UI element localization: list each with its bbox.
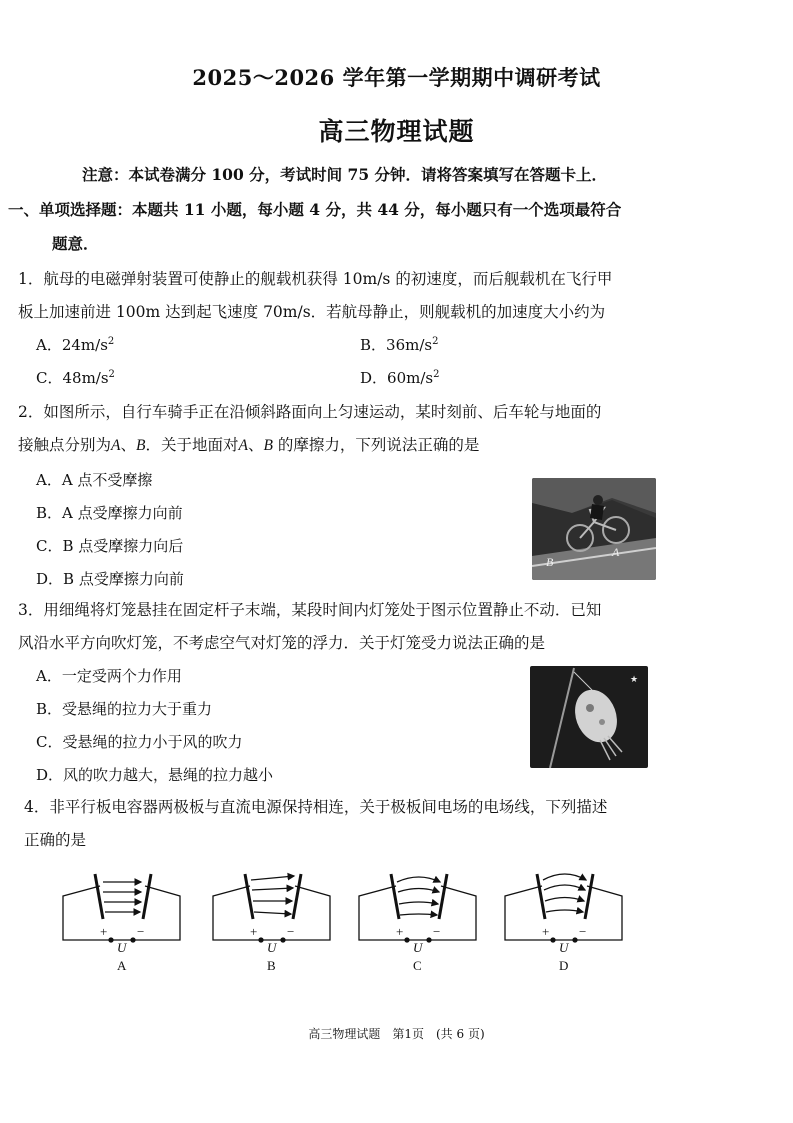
q3-option-c: C．受悬绳的拉力小于风的吹力: [36, 733, 243, 751]
q1-option-c-exp: 2: [108, 369, 115, 380]
q2-option-d: D．B 点受摩擦力向前: [36, 570, 184, 588]
q1-option-a: A．$24m/s^2$: [36, 336, 115, 354]
q3-option-a: A．一定受两个力作用: [36, 667, 182, 685]
q3-option-d: D．风的吹力越大，悬绳的拉力越小: [36, 766, 274, 784]
plus-sign-c: +: [396, 924, 404, 939]
capacitor-figure-a: [63, 874, 180, 942]
minus-sign-a: −: [137, 924, 145, 939]
q1-option-d-exp: 2: [433, 369, 440, 380]
section-heading: 一、单项选择题：本题共 11 小题，每小题 4 分，共 44 分，每小题只有一个选项最符合: [8, 200, 622, 219]
option-label-c: C: [413, 958, 422, 973]
section-heading-cont: 题意．: [52, 234, 99, 253]
option-label-b: B: [267, 958, 276, 973]
q4-stem-line1: 4．非平行板电容器两极板与直流电源保持相连，关于极板间电场的电场线，下列描述: [24, 798, 608, 816]
plus-sign-a: +: [100, 924, 108, 939]
capacitor-figures: [55, 864, 655, 976]
q4-stem-line2: 正确的是: [24, 831, 87, 849]
plus-sign-b: +: [250, 924, 258, 939]
plus-sign-d: +: [542, 924, 550, 939]
photo-label-a: A: [612, 545, 620, 559]
subject-title: 高三物理试题: [318, 117, 475, 146]
minus-sign-d: −: [579, 924, 587, 939]
exam-notice: 注意：本试卷满分 100 分，考试时间 75 分钟．请将答案填写在答题卡上．: [82, 165, 608, 184]
star-icon: ★: [630, 674, 639, 684]
capacitor-figure-b: [213, 874, 330, 942]
q2-stem-line1: 2．如图所示，自行车骑手正在沿倾斜路面向上匀速运动，某时刻前、后车轮与地面的: [18, 403, 602, 421]
voltage-label-c: U: [413, 940, 423, 955]
q2-option-b: B．A 点受摩擦力向前: [36, 504, 183, 522]
voltage-label-b: U: [267, 940, 277, 955]
q1-option-a-exp: 2: [107, 336, 115, 347]
capacitor-figure-c: [359, 874, 476, 942]
q1-option-b: B．$36m/s^2$: [360, 336, 439, 354]
voltage-label-a: U: [117, 940, 127, 955]
option-label-a: A: [117, 958, 127, 973]
q2-stem-line2: 接触点分别为A、B．关于地面对A、B 的摩擦力，下列说法正确的是: [18, 436, 480, 454]
q1-option-b-exp: 2: [432, 336, 439, 347]
q1-stem-line1: 1．航母的电磁弹射装置可使静止的舰载机获得 10m/s 的初速度，而后舰载机在飞行甲: [18, 270, 613, 288]
lantern-photo: [530, 666, 648, 768]
cyclist-photo: [532, 478, 656, 580]
q3-stem-line2: 风沿水平方向吹灯笼，不考虑空气对灯笼的浮力．关于灯笼受力说法正确的是: [18, 634, 546, 652]
minus-sign-c: −: [433, 924, 441, 939]
q3-stem-line1: 3．用细绳将灯笼悬挂在固定杆子末端，某段时间内灯笼处于图示位置静止不动．已知: [18, 601, 602, 619]
minus-sign-b: −: [287, 924, 295, 939]
exam-title: 2025～2026 学年第一学期期中调研考试: [192, 65, 601, 90]
capacitor-figure-d: [505, 874, 622, 942]
q1-option-d: D．$60m/s^2$: [360, 369, 440, 387]
page-footer: 高三物理试题 第1页 (共 6 页): [308, 1027, 485, 1041]
option-label-d: D: [559, 958, 569, 973]
q3-option-b: B．受悬绳的拉力大于重力: [36, 700, 213, 718]
q1-option-c: C．$48m/s^2$: [36, 369, 115, 387]
q1-stem-line2: 板上加速前进 100m 达到起飞速度 70m/s．若航母静止，则舰载机的加速度大小约为: [18, 303, 606, 321]
photo-label-b: B: [546, 555, 554, 569]
q2-option-a: A．A 点不受摩擦: [36, 471, 153, 489]
voltage-label-d: U: [559, 940, 569, 955]
q2-option-c: C．B 点受摩擦力向后: [36, 537, 184, 555]
